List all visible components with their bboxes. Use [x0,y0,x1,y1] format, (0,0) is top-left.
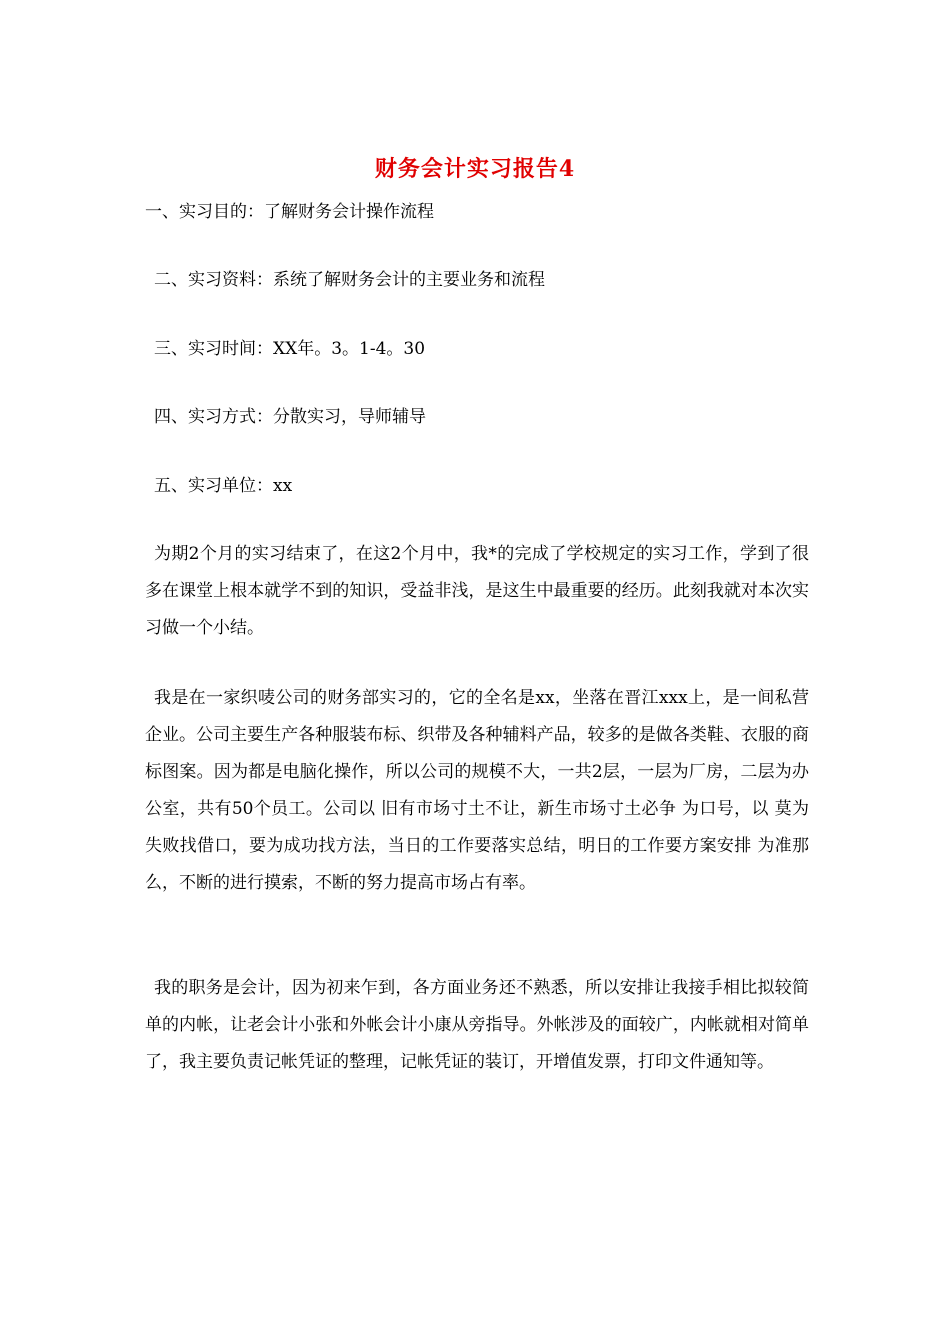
item-method: 四、实习方式：分散实习，导师辅导 [154,407,426,427]
item-time: 三、实习时间：XX年。3。1-4。30 [154,339,426,359]
paragraph-duties: 我的职务是会计，因为初来乍到，各方面业务还不熟悉，所以安排让我接手相比拟较简单的内帐，让老会计小张和外帐会计小康从旁指导。外帐涉及的面较广，内帐就相对简单了，我主要负责记帐凭证的整理，记帐凭证的装订，开增值发票，打印文件通知等。 [145,978,809,1072]
document-title: 财务会计实习报告4 [374,156,576,182]
item-purpose: 一、实习目的：了解财务会计操作流程 [145,202,434,222]
paragraph-company: 我是在一家织唛公司的财务部实习的，它的全名是xx，坐落在晋江xxx上，是一间私营企业。公司主要生产各种服装布标、织带及各种辅料产品，较多的是做各类鞋、衣服的商标图案。因为都是电脑化操作，所以公司的规模不大，一共2层，一层为厂房，二层为办公室，共有50个员工。公司以 旧有市场寸土不让，新生市场寸土必争 为口号，以 莫为失败找借口，要为成功找方法，当日的工作要落实总结，明日的工作要方案安排 为准那么，不断的进行摸索，不断的努力提高市场占有率。 [145,688,809,893]
paragraph-summary: 为期2个月的实习结束了，在这2个月中，我*的完成了学校规定的实习工作，学到了很多在课堂上根本就学不到的知识，受益非浅，是这生中最重要的经历。此刻我就对本次实习做一个小结。 [145,544,809,638]
item-materials: 二、实习资料：系统了解财务会计的主要业务和流程 [154,270,545,290]
item-unit: 五、实习单位：xx [154,476,293,496]
